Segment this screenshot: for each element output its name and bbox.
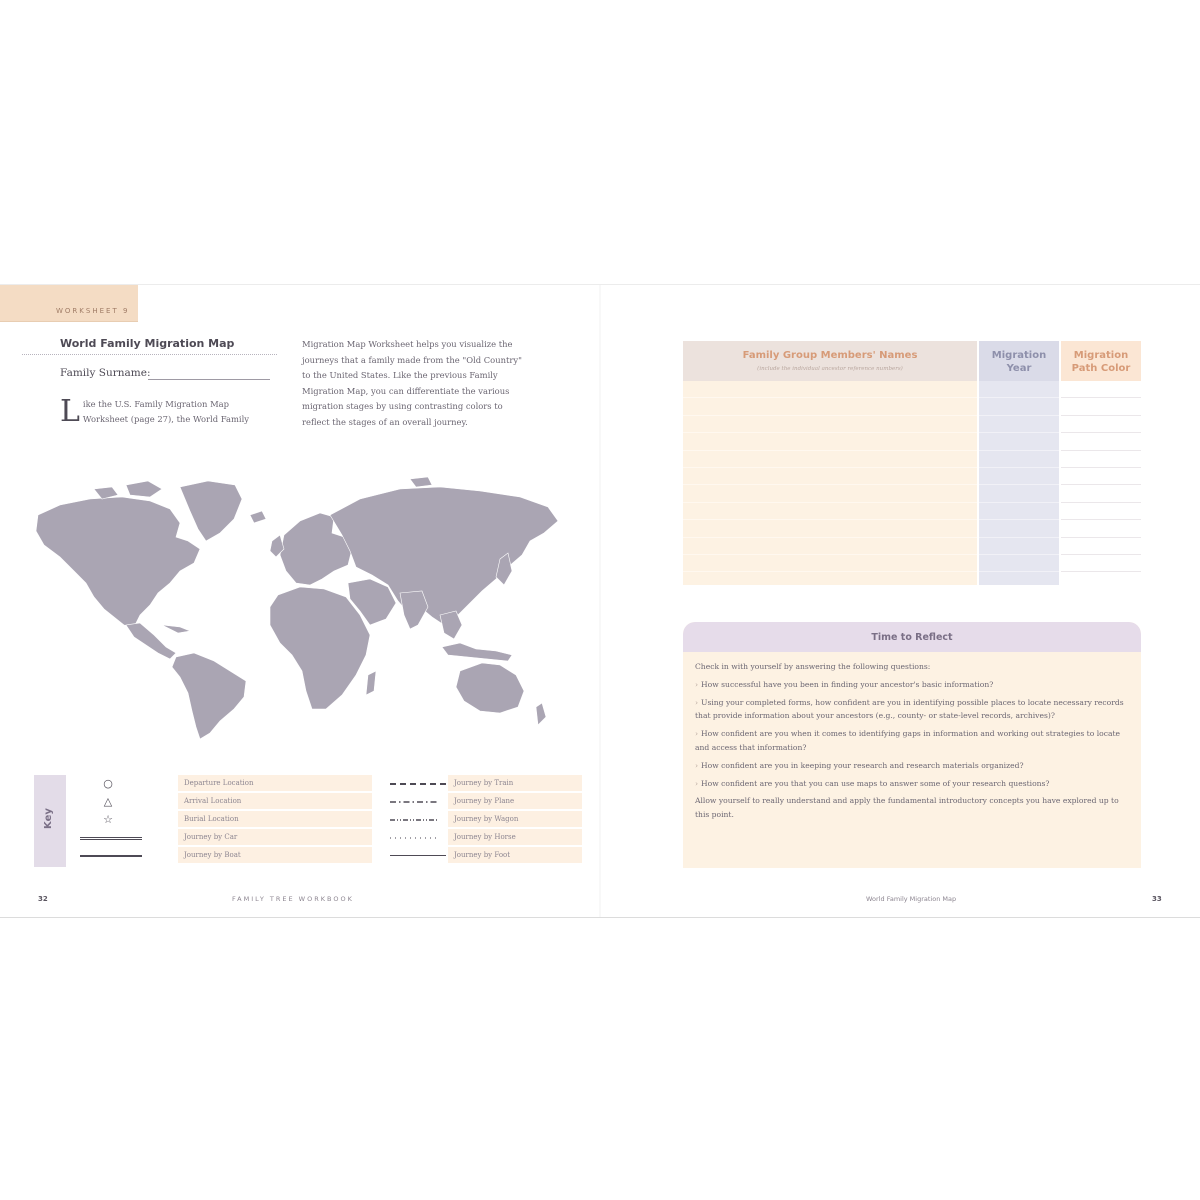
color-cell[interactable] <box>1061 503 1141 520</box>
dotted-line-icon <box>382 829 444 847</box>
year-cell[interactable] <box>979 451 1059 468</box>
name-cell[interactable] <box>683 451 977 468</box>
key-text: Journey by Wagon <box>448 811 582 828</box>
intro-text: ike the U.S. Family Migration Map Worksheet (page 27), the World Family <box>82 399 249 424</box>
name-cell[interactable] <box>683 381 977 398</box>
name-cell[interactable] <box>683 503 977 520</box>
key-text: Burial Location <box>178 811 372 828</box>
key-text: Journey by Horse <box>448 829 582 846</box>
reflect-question: › How confident are you when it comes to identifying gaps in information and working out strategies to locate and access that information? <box>695 729 1121 752</box>
table-row[interactable] <box>683 451 1141 468</box>
australia-shape <box>456 663 524 713</box>
iceland-shape <box>250 511 266 523</box>
name-cell[interactable] <box>683 398 977 415</box>
table-row[interactable] <box>683 433 1141 450</box>
southeast-asia-shape <box>440 611 462 639</box>
reflect-question: › How confident are you in keeping your research and research materials organized? <box>695 760 1024 770</box>
page-gutter <box>599 285 601 917</box>
arctic-islands-shape <box>126 481 162 497</box>
key-label: Key <box>42 808 54 829</box>
name-cell[interactable] <box>683 485 977 502</box>
surname-field[interactable] <box>148 379 270 380</box>
table-rows <box>683 381 1141 572</box>
table-row[interactable] <box>683 520 1141 537</box>
circle-icon: ○ <box>103 777 113 790</box>
key-row <box>66 775 551 793</box>
table-row[interactable] <box>683 468 1141 485</box>
color-cell[interactable] <box>1061 485 1141 502</box>
color-cell[interactable] <box>1061 538 1141 555</box>
key-row <box>66 829 551 847</box>
thick-line-icon <box>72 847 144 865</box>
page-title: World Family Migration Map <box>60 337 235 350</box>
world-map <box>30 475 560 740</box>
indonesia-shape <box>442 643 512 661</box>
key-text: Journey by Car <box>178 829 372 846</box>
arrow-icon: › <box>695 679 699 689</box>
worksheet-tab-label: WORKSHEET 9 <box>56 307 130 315</box>
year-cell[interactable] <box>979 520 1059 537</box>
table-row[interactable] <box>683 381 1141 398</box>
reflect-intro: Check in with yourself by answering the following questions: <box>695 662 931 671</box>
new-zealand-shape <box>536 703 546 725</box>
left-running-footer: FAMILY TREE WORKBOOK <box>232 895 354 903</box>
reflect-body <box>695 660 1133 826</box>
table-row[interactable] <box>683 538 1141 555</box>
year-cell[interactable] <box>979 555 1059 572</box>
reflect-box <box>683 622 1141 868</box>
dash-dot-dot-line-icon <box>382 811 444 829</box>
reflect-closing: Allow yourself to really understand and apply the fundamental introductory concepts you have explored up to this point. <box>695 796 1119 820</box>
key-row <box>66 793 551 811</box>
color-cell[interactable] <box>1061 468 1141 485</box>
table-row[interactable] <box>683 485 1141 502</box>
key-text: Journey by Foot <box>448 847 582 864</box>
name-cell[interactable] <box>683 538 977 555</box>
title-divider <box>22 354 277 355</box>
surname-label: Family Surname: <box>60 367 151 379</box>
double-line-icon <box>72 829 144 847</box>
key-text: Journey by Train <box>448 775 582 792</box>
right-page-number: 33 <box>1152 895 1162 903</box>
name-cell[interactable] <box>683 433 977 450</box>
names-header-sublabel: (include the individual ancestor reference numbers) <box>757 366 903 372</box>
color-cell[interactable] <box>1061 381 1141 398</box>
name-cell[interactable] <box>683 468 977 485</box>
arrow-icon: › <box>695 778 699 788</box>
triangle-icon: △ <box>103 795 113 808</box>
color-cell[interactable] <box>1061 416 1141 433</box>
arrow-icon: › <box>695 729 699 739</box>
year-cell[interactable] <box>979 398 1059 415</box>
reflect-question: › How confident are you that you can use maps to answer some of your research questions? <box>695 778 1050 788</box>
reflect-question: › How successful have you been in finding your ancestor's basic information? <box>695 679 994 689</box>
india-shape <box>400 591 428 629</box>
year-cell[interactable] <box>979 468 1059 485</box>
book-spread <box>0 284 1200 918</box>
key-text: Arrival Location <box>178 793 372 810</box>
madagascar-shape <box>366 671 376 695</box>
drop-cap: L <box>60 394 80 429</box>
year-cell[interactable] <box>979 503 1059 520</box>
color-cell[interactable] <box>1061 398 1141 415</box>
key-row <box>66 811 551 829</box>
year-header <box>979 341 1059 381</box>
color-header <box>1061 341 1141 381</box>
worksheet-tab <box>0 285 138 322</box>
key-text: Journey by Plane <box>448 793 582 810</box>
right-running-footer: World Family Migration Map <box>866 895 957 903</box>
greenland-shape <box>180 481 242 541</box>
key-label-tab <box>34 775 66 867</box>
name-cell[interactable] <box>683 555 977 572</box>
color-header-label: Migration Path Color <box>1071 350 1131 374</box>
body-column-2: Migration Map Worksheet helps you visualize the journeys that a family made from the "Old Country" to the United States. Like the previous Family Migration Map, you can differentiate the various migration stages by using contrasting colors to reflect the stages of an overall journey. <box>302 339 522 427</box>
name-cell[interactable] <box>683 520 977 537</box>
left-page-number: 32 <box>38 895 48 903</box>
world-map-icon <box>30 475 560 740</box>
year-cell[interactable] <box>979 538 1059 555</box>
table-row[interactable] <box>683 398 1141 415</box>
color-cell[interactable] <box>1061 555 1141 572</box>
year-cell[interactable] <box>979 416 1059 433</box>
table-row[interactable] <box>683 555 1141 572</box>
star-icon: ☆ <box>103 813 113 826</box>
year-cell[interactable] <box>979 485 1059 502</box>
caribbean-shape <box>162 625 190 633</box>
dashed-line-icon <box>382 775 444 793</box>
color-cell[interactable] <box>1061 451 1141 468</box>
color-cell[interactable] <box>1061 520 1141 537</box>
key-text: Departure Location <box>178 775 372 792</box>
key-text: Journey by Boat <box>178 847 372 864</box>
year-cell[interactable] <box>979 381 1059 398</box>
key-row <box>66 847 551 865</box>
migration-table <box>683 341 1141 585</box>
north-america-shape <box>36 497 200 627</box>
reflect-title: Time to Reflect <box>871 632 953 643</box>
thin-line-icon <box>382 847 444 865</box>
south-america-shape <box>172 653 246 739</box>
year-header-label: Migration Year <box>991 350 1047 374</box>
arrow-icon: › <box>695 697 699 707</box>
key-grid <box>66 775 551 867</box>
map-key <box>34 775 551 867</box>
dash-dot-line-icon <box>382 793 444 811</box>
table-row[interactable] <box>683 416 1141 433</box>
names-header-label: Family Group Members' Names <box>742 350 918 361</box>
table-row[interactable] <box>683 503 1141 520</box>
year-cell[interactable] <box>979 433 1059 450</box>
arrow-icon: › <box>695 760 699 770</box>
intro-paragraph <box>60 394 272 429</box>
reflect-question: › Using your completed forms, how confident are you in identifying possible places to locate necessary records that provide information about your ancestors (e.g., county- or state-level records, archives)? <box>695 697 1124 721</box>
names-header <box>683 341 977 381</box>
name-cell[interactable] <box>683 416 977 433</box>
color-cell[interactable] <box>1061 433 1141 450</box>
